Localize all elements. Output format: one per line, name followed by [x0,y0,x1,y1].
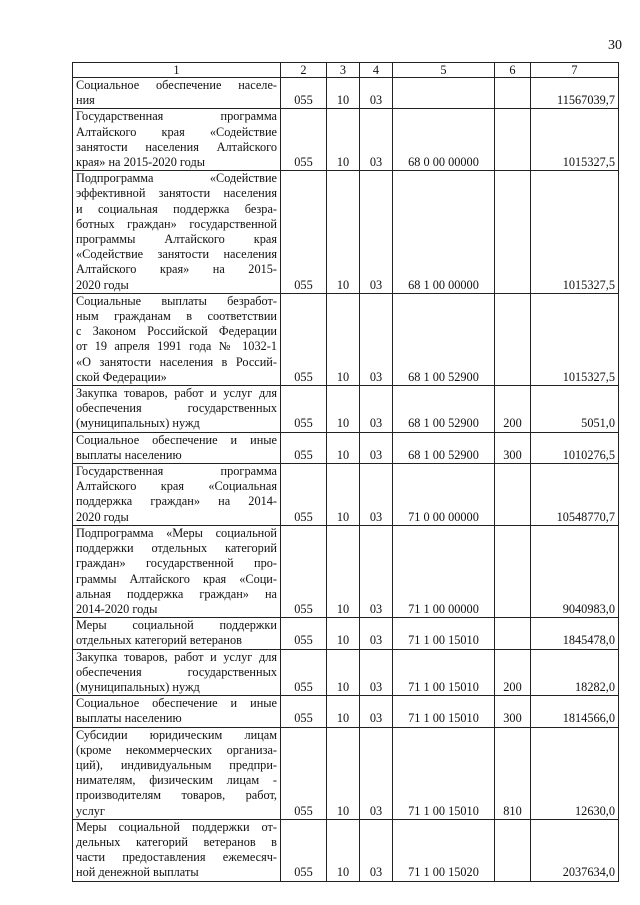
item-name-line: ным гражданам в соответствии [76,309,277,324]
amount: 1015327,5 [531,109,619,171]
section-code: 10 [327,819,360,881]
item-name-line: альная поддержка граждан» на [76,586,277,601]
ministry-code: 055 [281,386,327,433]
expense-item-name [73,696,281,727]
item-name-line: (муниципальных) нужд [76,679,200,694]
amount: 1814566,0 [531,696,619,727]
ministry-code: 055 [281,727,327,819]
expense-item-name [73,171,281,294]
expense-item-name [73,386,281,433]
item-name-line: Государственная программа [76,109,277,124]
expense-item-name [73,525,281,617]
expense-type-code [495,819,531,881]
item-name-line: обеспечения государственных [76,401,277,416]
target-article-code: 68 1 00 00000 [393,171,495,294]
expense-type-code: 300 [495,696,531,727]
item-name-line: Алтайского края «Социальная [76,479,277,494]
table-row [73,696,619,727]
section-code: 10 [327,525,360,617]
item-name-line: ций), индивидуальным предпри- [76,757,277,772]
item-name-line: «Содействие занятости населения [76,247,277,262]
target-article-code: 68 1 00 52900 [393,432,495,463]
expense-type-code [495,293,531,385]
item-name-line: 2020 годы [76,509,129,524]
item-name-line: 2020 годы [76,277,129,292]
item-name-line: выплаты населению [76,447,182,462]
ministry-code: 055 [281,696,327,727]
table-row [73,819,619,881]
item-name-line: поддержки отдельных категорий [76,541,277,556]
target-article-code: 71 0 00 00000 [393,464,495,526]
item-name-line: «О занятости населения в Россий- [76,354,277,369]
section-code: 10 [327,171,360,294]
amount: 11567039,7 [531,78,619,109]
expense-item-name [73,78,281,109]
section-code: 10 [327,727,360,819]
ministry-code: 055 [281,293,327,385]
target-article-code: 68 1 00 52900 [393,386,495,433]
table-row [73,618,619,649]
table-row [73,171,619,294]
item-name-line: дельных категорий ветеранов в [76,834,277,849]
expense-type-code: 810 [495,727,531,819]
table-row [73,386,619,433]
ministry-code: 055 [281,618,327,649]
expense-item-name [73,727,281,819]
expense-item-name [73,649,281,696]
section-code: 10 [327,78,360,109]
column-header: 6 [495,63,531,78]
subsection-code: 03 [360,525,393,617]
item-name-line: Социальное обеспечение и иные [76,432,277,447]
ministry-code: 055 [281,464,327,526]
item-name-line: ния [76,93,95,108]
item-name-line: Алтайского края «Содействие [76,124,277,139]
item-name-line: 2014-2020 годы [76,601,158,616]
column-header: 1 [73,63,281,78]
section-code: 10 [327,618,360,649]
subsection-code: 03 [360,386,393,433]
expense-item-name [73,432,281,463]
amount: 12630,0 [531,727,619,819]
subsection-code: 03 [360,171,393,294]
target-article-code: 71 1 00 15010 [393,696,495,727]
item-name-line: граммы Алтайского края «Соци- [76,571,277,586]
amount: 5051,0 [531,386,619,433]
table-body [73,78,619,882]
target-article-code [393,78,495,109]
expense-item-name [73,109,281,171]
section-code: 10 [327,464,360,526]
subsection-code: 03 [360,819,393,881]
item-name-line: эффективной занятости населения [76,186,277,201]
item-name-line: обеспечения государственных [76,664,277,679]
item-name-line: (муниципальных) нужд [76,416,200,431]
table-row [73,525,619,617]
section-code: 10 [327,293,360,385]
table-row [73,649,619,696]
column-header: 3 [327,63,360,78]
subsection-code: 03 [360,727,393,819]
expense-type-code [495,464,531,526]
item-name-line: от 19 апреля 1991 года № 1032-1 [76,339,277,354]
target-article-code: 71 1 00 15020 [393,819,495,881]
target-article-code: 71 1 00 00000 [393,525,495,617]
page-number: 30 [608,38,622,53]
item-name-line: программы Алтайского края [76,232,277,247]
ministry-code: 055 [281,819,327,881]
item-name-line: Подпрограмма «Содействие [76,171,277,186]
table-row [73,109,619,171]
section-code: 10 [327,432,360,463]
section-code: 10 [327,109,360,171]
amount: 1015327,5 [531,171,619,294]
item-name-line: Субсидии юридическим лицам [76,727,277,742]
amount: 1845478,0 [531,618,619,649]
expense-item-name [73,618,281,649]
target-article-code: 71 1 00 15010 [393,618,495,649]
expense-type-code: 300 [495,432,531,463]
item-name-line: Алтайского края» на 2015- [76,262,277,277]
table-row [73,432,619,463]
ministry-code: 055 [281,171,327,294]
item-name-line: граждан» государственной про- [76,556,277,571]
table-row [73,727,619,819]
amount: 9040983,0 [531,525,619,617]
column-header: 2 [281,63,327,78]
subsection-code: 03 [360,78,393,109]
item-name-line: (кроме некоммерческих организа- [76,742,277,757]
amount: 2037634,0 [531,819,619,881]
target-article-code: 71 1 00 15010 [393,727,495,819]
item-name-line: занятости населения Алтайского [76,139,277,154]
item-name-line: ботных граждан» государственной [76,216,277,231]
ministry-code: 055 [281,78,327,109]
item-name-line: Социальное обеспечение и иные [76,696,277,711]
subsection-code: 03 [360,464,393,526]
subsection-code: 03 [360,696,393,727]
item-name-line: и социальная поддержка безра- [76,201,277,216]
item-name-line: Подпрограмма «Меры социальной [76,525,277,540]
column-header: 5 [393,63,495,78]
expense-type-code [495,78,531,109]
item-name-line: ской Федерации» [76,369,167,384]
item-name-line: с Законом Российской Федерации [76,324,277,339]
subsection-code: 03 [360,618,393,649]
item-name-line: нимателям, физическим лицам - [76,773,277,788]
table-row [73,293,619,385]
subsection-code: 03 [360,649,393,696]
amount: 1015327,5 [531,293,619,385]
ministry-code: 055 [281,649,327,696]
item-name-line: выплаты населению [76,711,182,726]
column-number-row [73,63,619,78]
subsection-code: 03 [360,432,393,463]
column-header: 7 [531,63,619,78]
ministry-code: 055 [281,525,327,617]
item-name-line: Закупка товаров, работ и услуг для [76,386,277,401]
item-name-line: услуг [76,803,105,818]
subsection-code: 03 [360,293,393,385]
item-name-line: Закупка товаров, работ и услуг для [76,649,277,664]
expense-type-code: 200 [495,649,531,696]
expense-type-code [495,171,531,294]
subsection-code: 03 [360,109,393,171]
amount: 1010276,5 [531,432,619,463]
expense-item-name [73,819,281,881]
item-name-line: Социальное обеспечение населе- [76,78,277,92]
target-article-code: 68 1 00 52900 [393,293,495,385]
ministry-code: 055 [281,432,327,463]
amount: 18282,0 [531,649,619,696]
expense-item-name [73,464,281,526]
item-name-line: Меры социальной поддержки от- [76,819,277,834]
budget-table [72,62,619,882]
item-name-line: ной денежной выплаты [76,865,199,880]
target-article-code: 68 0 00 00000 [393,109,495,171]
expense-type-code [495,525,531,617]
item-name-line: поддержка граждан» на 2014- [76,494,277,509]
table-row [73,78,619,109]
expense-type-code [495,618,531,649]
expense-type-code [495,109,531,171]
table-row [73,464,619,526]
expense-item-name [73,293,281,385]
item-name-line: Меры социальной поддержки [76,618,277,633]
section-code: 10 [327,649,360,696]
column-header: 4 [360,63,393,78]
amount: 10548770,7 [531,464,619,526]
ministry-code: 055 [281,109,327,171]
item-name-line: части предоставления ежемесяч- [76,850,277,865]
section-code: 10 [327,696,360,727]
target-article-code: 71 1 00 15010 [393,649,495,696]
item-name-line: отдельных категорий ветеранов [76,633,242,648]
item-name-line: Социальные выплаты безработ- [76,293,277,308]
section-code: 10 [327,386,360,433]
item-name-line: Государственная программа [76,464,277,479]
expense-type-code: 200 [495,386,531,433]
item-name-line: производителям товаров, работ, [76,788,277,803]
item-name-line: края» на 2015-2020 годы [76,155,205,170]
